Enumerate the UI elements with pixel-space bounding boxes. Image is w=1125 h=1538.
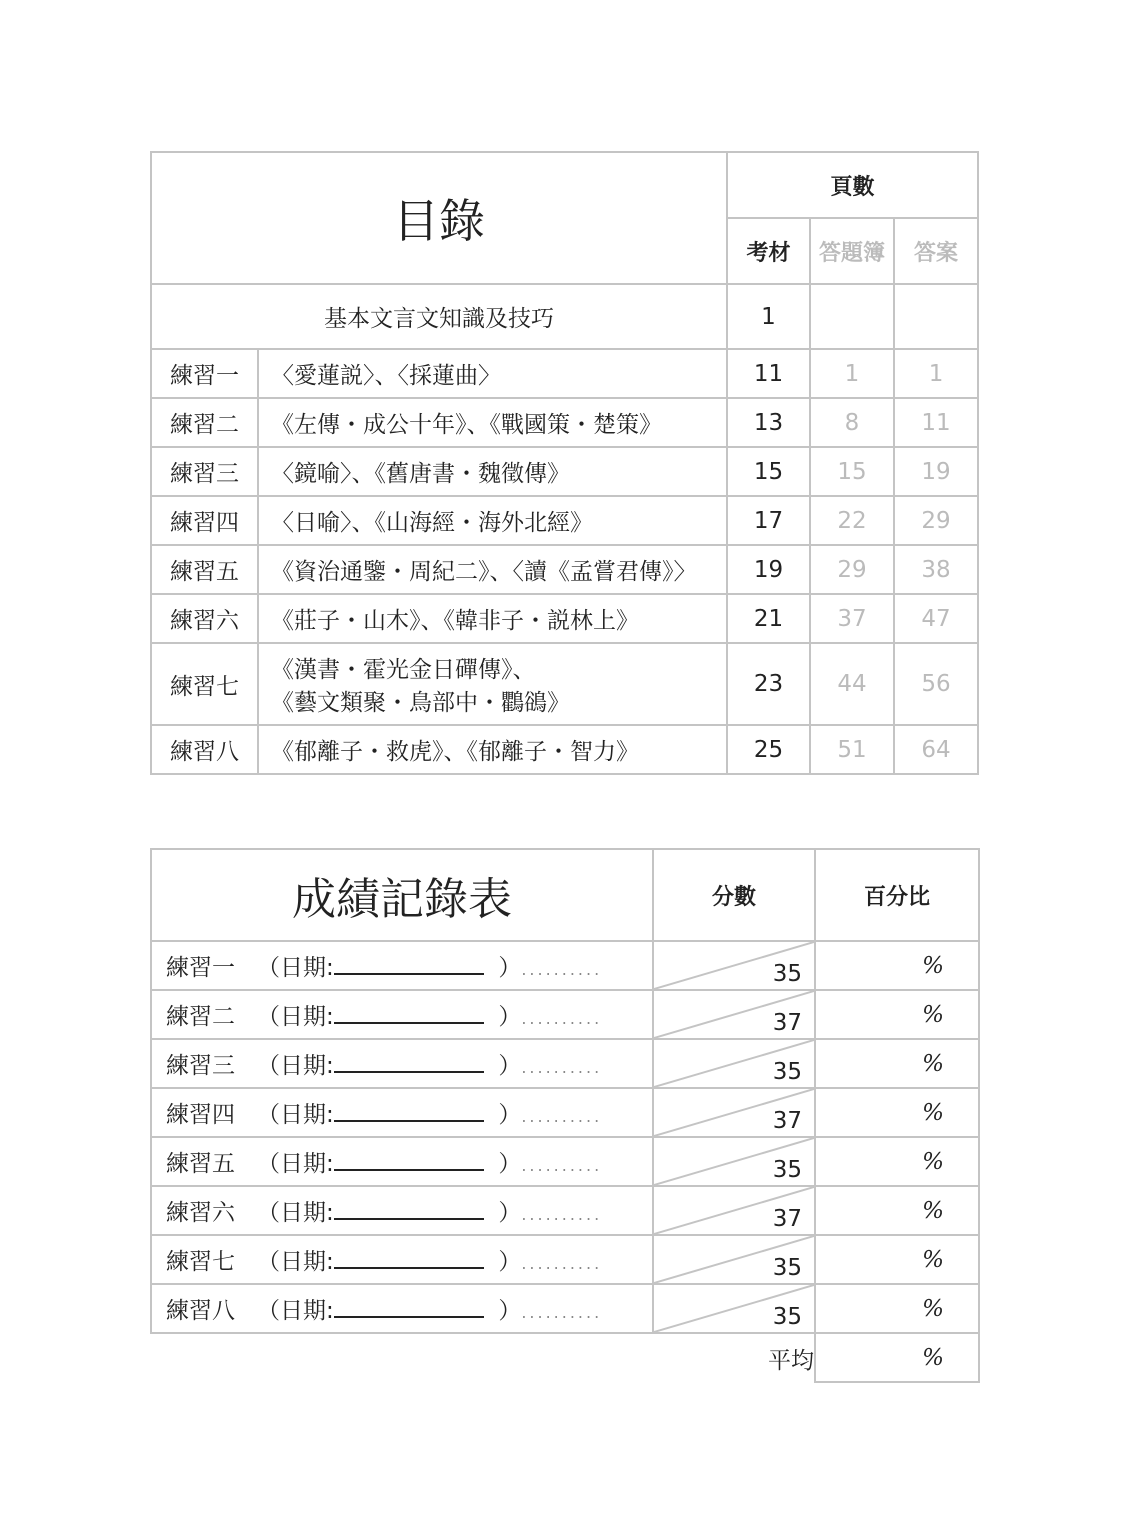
- date-open: （日期:: [256, 1200, 334, 1226]
- percent-cell[interactable]: %: [815, 1235, 979, 1284]
- date-close: ）: [498, 1249, 522, 1275]
- toc-row: [151, 725, 978, 774]
- date-open: （日期:: [256, 1151, 334, 1177]
- table-of-contents: [150, 151, 979, 775]
- col-answer: 答案: [894, 218, 978, 284]
- date-open: （日期:: [256, 1249, 334, 1275]
- score-total: 35: [772, 1157, 802, 1183]
- workbook-page: 37: [810, 594, 894, 643]
- score-total: 35: [772, 1059, 802, 1085]
- score-row-label: [151, 1235, 653, 1284]
- exercise-title: [258, 594, 727, 643]
- date-blank[interactable]: [334, 1151, 484, 1171]
- score-record-table: [150, 848, 980, 1383]
- score-row: [151, 1284, 979, 1333]
- toc-row: [151, 594, 978, 643]
- leader-dots: ..........: [521, 1254, 603, 1273]
- workbook-page: 51: [810, 725, 894, 774]
- toc-title: 目錄: [151, 152, 727, 284]
- empty-cell: [810, 284, 894, 349]
- date-open: （日期:: [256, 955, 334, 981]
- date-blank[interactable]: [334, 1102, 484, 1122]
- material-page: 17: [727, 496, 810, 545]
- exercise-title: [258, 447, 727, 496]
- toc-title-line1: 〈日喻〉、《山海經・海外北經》: [271, 510, 593, 536]
- exercise-label: 練習八: [166, 1298, 235, 1324]
- toc-title-line1: 〈鏡喻〉、《舊唐書・魏徵傳》: [271, 461, 570, 487]
- leader-dots: ..........: [521, 1303, 603, 1322]
- material-page: 11: [727, 349, 810, 398]
- score-total: 35: [772, 1255, 802, 1281]
- scores-title: 成績記錄表: [151, 849, 653, 941]
- answer-page: 47: [894, 594, 978, 643]
- answer-page: 19: [894, 447, 978, 496]
- percent-cell[interactable]: %: [815, 941, 979, 990]
- exercise-title: [258, 496, 727, 545]
- exercise-label: 練習二: [151, 398, 258, 447]
- percent-cell[interactable]: %: [815, 1137, 979, 1186]
- material-page: 23: [727, 643, 810, 725]
- score-row: [151, 1186, 979, 1235]
- empty-cell: [151, 1333, 653, 1382]
- score-row-label: [151, 1137, 653, 1186]
- date-close: ）: [498, 955, 522, 981]
- exercise-label: 練習五: [166, 1151, 235, 1177]
- score-cell[interactable]: [653, 941, 815, 990]
- average-label: 平均: [768, 1347, 814, 1374]
- date-close: ）: [498, 1053, 522, 1079]
- score-row: [151, 1137, 979, 1186]
- score-cell[interactable]: [653, 1039, 815, 1088]
- toc-title-line1: 《漢書・霍光金日磾傳》、: [271, 657, 536, 683]
- score-row-label: [151, 1039, 653, 1088]
- date-blank[interactable]: [334, 1004, 484, 1024]
- intro-material: 1: [727, 284, 810, 349]
- material-page: 15: [727, 447, 810, 496]
- material-page: 25: [727, 725, 810, 774]
- material-page: 19: [727, 545, 810, 594]
- answer-page: 29: [894, 496, 978, 545]
- workbook-page: 44: [810, 643, 894, 725]
- toc-row: [151, 398, 978, 447]
- workbook-page: 29: [810, 545, 894, 594]
- percent-cell[interactable]: %: [815, 1039, 979, 1088]
- score-cell[interactable]: [653, 1235, 815, 1284]
- percent-cell[interactable]: %: [815, 1284, 979, 1333]
- col-workbook: 答題簿: [810, 218, 894, 284]
- score-total: 37: [772, 1206, 802, 1232]
- date-blank[interactable]: [334, 1200, 484, 1220]
- toc-title-line1: 《左傳・成公十年》、《戰國策・楚策》: [271, 412, 662, 438]
- score-cell[interactable]: [653, 1284, 815, 1333]
- score-cell[interactable]: [653, 1088, 815, 1137]
- average-percent[interactable]: %: [815, 1333, 979, 1382]
- exercise-title: [258, 398, 727, 447]
- score-total: 37: [772, 1010, 802, 1036]
- leader-dots: ..........: [521, 1107, 603, 1126]
- date-blank[interactable]: [334, 1053, 484, 1073]
- score-row: [151, 941, 979, 990]
- score-total: 37: [772, 1108, 802, 1134]
- exercise-label: 練習六: [151, 594, 258, 643]
- score-row: [151, 1039, 979, 1088]
- exercise-label: 練習五: [151, 545, 258, 594]
- leader-dots: ..........: [521, 1009, 603, 1028]
- toc-title-line2: 《藝文類聚・鳥部中・鸜鵒》: [271, 690, 570, 716]
- exercise-label: 練習四: [151, 496, 258, 545]
- score-row: [151, 1235, 979, 1284]
- date-blank[interactable]: [334, 955, 484, 975]
- exercise-title: [258, 545, 727, 594]
- exercise-label: 練習三: [151, 447, 258, 496]
- date-close: ）: [498, 1200, 522, 1226]
- answer-page: 56: [894, 643, 978, 725]
- score-row-label: [151, 1088, 653, 1137]
- score-row-label: [151, 1284, 653, 1333]
- score-total: 35: [772, 1304, 802, 1330]
- date-blank[interactable]: [334, 1298, 484, 1318]
- intro-label: 基本文言文知識及技巧: [151, 284, 727, 349]
- exercise-label: 練習三: [166, 1053, 235, 1079]
- answer-page: 38: [894, 545, 978, 594]
- leader-dots: ..........: [521, 960, 603, 979]
- col-score: 分數: [653, 849, 815, 941]
- exercise-label: 練習一: [166, 955, 235, 981]
- toc-row: [151, 496, 978, 545]
- pages-header: 頁數: [727, 152, 978, 218]
- leader-dots: ..........: [521, 1205, 603, 1224]
- col-material: 考材: [727, 218, 810, 284]
- exercise-label: 練習六: [166, 1200, 235, 1226]
- date-open: （日期:: [256, 1298, 334, 1324]
- workbook-page: 1: [810, 349, 894, 398]
- score-cell[interactable]: [653, 1137, 815, 1186]
- toc-title-line1: 〈愛蓮説〉、〈採蓮曲〉: [271, 363, 501, 389]
- exercise-title: [258, 725, 727, 774]
- toc-title-line1: 《郁離子・救虎》、《郁離子・智力》: [271, 739, 639, 765]
- date-open: （日期:: [256, 1102, 334, 1128]
- toc-title-line1: 《莊子・山木》、《韓非子・説林上》: [271, 608, 639, 634]
- date-close: ）: [498, 1298, 522, 1324]
- answer-page: 11: [894, 398, 978, 447]
- toc-row: [151, 349, 978, 398]
- date-open: （日期:: [256, 1004, 334, 1030]
- score-cell[interactable]: [653, 990, 815, 1039]
- answer-page: 1: [894, 349, 978, 398]
- score-cell[interactable]: [653, 1186, 815, 1235]
- percent-cell[interactable]: %: [815, 1186, 979, 1235]
- workbook-page: 22: [810, 496, 894, 545]
- score-row: [151, 990, 979, 1039]
- empty-cell: [894, 284, 978, 349]
- score-row-label: [151, 990, 653, 1039]
- answer-page: 64: [894, 725, 978, 774]
- score-row-label: [151, 1186, 653, 1235]
- exercise-label: 練習七: [151, 643, 258, 725]
- date-close: ）: [498, 1151, 522, 1177]
- percent-cell[interactable]: %: [815, 1088, 979, 1137]
- score-total: 35: [772, 961, 802, 987]
- material-page: 21: [727, 594, 810, 643]
- workbook-page: 15: [810, 447, 894, 496]
- exercise-label: 練習八: [151, 725, 258, 774]
- exercise-label: 練習四: [166, 1102, 235, 1128]
- toc-row: [151, 643, 978, 725]
- col-percent: 百分比: [815, 849, 979, 941]
- date-close: ）: [498, 1004, 522, 1030]
- workbook-page: 8: [810, 398, 894, 447]
- date-blank[interactable]: [334, 1249, 484, 1269]
- toc-row: [151, 447, 978, 496]
- score-row: [151, 1088, 979, 1137]
- exercise-title: [258, 349, 727, 398]
- leader-dots: ..........: [521, 1058, 603, 1077]
- percent-cell[interactable]: %: [815, 990, 979, 1039]
- exercise-label: 練習七: [166, 1249, 235, 1275]
- leader-dots: ..........: [521, 1156, 603, 1175]
- exercise-title: [258, 643, 727, 725]
- score-row-label: [151, 941, 653, 990]
- date-open: （日期:: [256, 1053, 334, 1079]
- exercise-label: 練習二: [166, 1004, 235, 1030]
- toc-title-line1: 《資治通鑒・周紀二》、〈讀《孟嘗君傳》〉: [271, 559, 697, 585]
- toc-row: [151, 545, 978, 594]
- material-page: 13: [727, 398, 810, 447]
- date-close: ）: [498, 1102, 522, 1128]
- exercise-label: 練習一: [151, 349, 258, 398]
